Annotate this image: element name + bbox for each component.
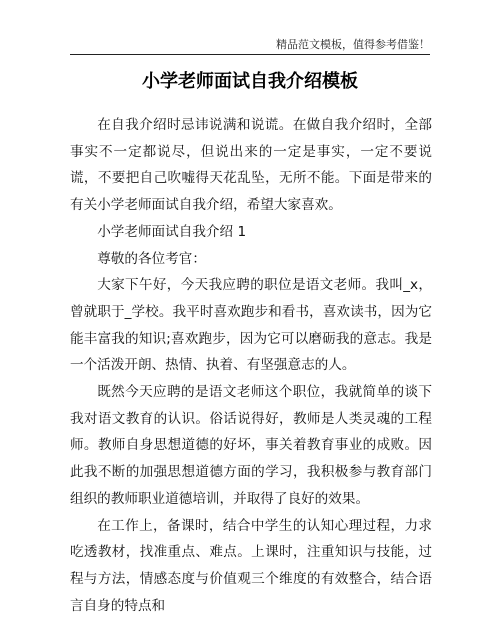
paragraph-self-intro: 大家下午好，今天我应聘的职位是语文老师。我叫_x，曾就职于_学校。我平时喜欢跑步和看书，喜欢读书，因为它能丰富我的知识;喜欢跑步，因为它可以磨砺我的意志。我是一个活泼开朗、热情、执着、有坚强意志的人。	[70, 277, 432, 374]
paragraph-work: 在工作上，备课时，结合中学生的认知心理过程，力求吃透教材，找准重点、难点。上课时，注重知识与技能，过程与方法，情感态度与价值观三个维度的有效整合，结合语言自身的特点和	[70, 517, 432, 614]
document-title: 小学老师面试自我介绍模板	[142, 71, 358, 92]
paragraph-teaching-view: 既然今天应聘的是语文老师这个职位，我就简单的谈下我对语文教育的认识。俗话说得好，教师是人类灵魂的工程师。教师自身思想道德的好坏，事关着教育事业的成败。因此我不断的加强思想道德方面的学习，我积极参与教育部门组织的教师职业道德培训，并取得了良好的效果。	[70, 384, 432, 507]
document-body	[70, 112, 432, 619]
salutation: 尊敬的各位考官：	[97, 250, 206, 267]
header-note: 精品范文模板，值得参考借鉴！	[276, 38, 430, 51]
header-divider	[70, 54, 430, 55]
section-heading: 小学老师面试自我介绍 1	[97, 223, 247, 240]
paragraph-intro: 在自我介绍时忌讳说满和说谎。在做自我介绍时，全部事实不一定都说尽，但说出来的一定是事实，一定不要说谎，不要把自己吹嘘得天花乱坠，无所不能。下面是带来的有关小学老师面试自我介绍，希望大家喜欢。	[70, 117, 432, 214]
